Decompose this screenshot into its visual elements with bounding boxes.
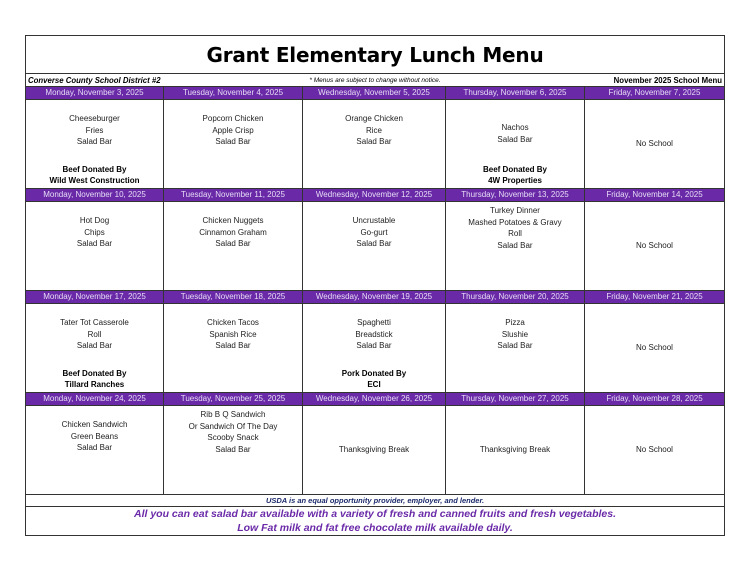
day-header: Monday, November 17, 2025 — [26, 291, 164, 303]
day-header-row — [26, 291, 724, 304]
menu-item: Scooby Snack — [207, 433, 259, 443]
day-header: Tuesday, November 18, 2025 — [164, 291, 303, 303]
menu-cell — [26, 100, 164, 188]
menu-cell — [585, 406, 724, 494]
menu-items — [26, 202, 163, 250]
menu-item: Salad Bar — [497, 341, 533, 351]
menu-item: Hot Dog — [79, 216, 110, 225]
menu-item: Popcorn Chicken — [202, 114, 264, 123]
menu-item: Or Sandwich Of The Day — [188, 421, 278, 431]
menu-cell — [164, 202, 303, 290]
day-header: Monday, November 3, 2025 — [26, 87, 164, 99]
donor-line: Beef Donated By — [62, 164, 127, 174]
lunch-menu-sheet — [25, 35, 725, 536]
day-header: Tuesday, November 4, 2025 — [164, 87, 303, 99]
menu-cell-row — [26, 100, 724, 189]
info-row — [26, 74, 724, 87]
menu-item: Breadstick — [355, 329, 393, 339]
menu-item: No School — [636, 445, 673, 455]
menu-item: Roll — [87, 329, 102, 339]
menu-cell — [26, 202, 164, 290]
menu-item: Orange Chicken — [345, 114, 403, 123]
menu-item: Nachos — [501, 123, 529, 132]
menu-item: Rib B Q Sandwich — [200, 410, 266, 419]
day-header: Monday, November 24, 2025 — [26, 393, 164, 405]
menu-item: Turkey Dinner — [490, 206, 540, 215]
menu-item: Spanish Rice — [209, 329, 257, 339]
menu-item: Uncrustable — [352, 216, 396, 225]
menu-item: Salad Bar — [215, 445, 251, 455]
menu-item: Chicken Nuggets — [202, 216, 264, 225]
menu-item: Green Beans — [70, 431, 119, 441]
menu-item: Mashed Potatoes & Gravy — [468, 217, 562, 227]
menu-item: Cinnamon Graham — [199, 227, 267, 237]
day-header: Friday, November 7, 2025 — [608, 88, 701, 97]
menu-items — [446, 100, 584, 145]
district-name: Converse County School District #2 — [28, 75, 161, 85]
menu-item: Salad Bar — [356, 239, 392, 249]
menu-item: No School — [636, 343, 673, 353]
menu-items — [446, 202, 584, 252]
menu-items — [164, 304, 302, 352]
menu-cell — [303, 304, 446, 392]
menu-item: Cheeseburger — [69, 114, 120, 123]
menu-item: Pizza — [505, 318, 525, 327]
donor-credit — [446, 164, 584, 187]
menu-items — [446, 304, 584, 352]
menu-cell — [303, 406, 446, 494]
menu-item: Salad Bar — [497, 241, 533, 251]
menu-item: No School — [636, 139, 673, 149]
menu-item: Salad Bar — [76, 137, 113, 147]
day-header: Friday, November 21, 2025 — [606, 292, 703, 301]
day-header-row — [26, 87, 724, 100]
menu-items — [164, 202, 302, 250]
menu-items — [26, 406, 163, 454]
day-header: Friday, November 28, 2025 — [606, 394, 703, 403]
menu-cell — [446, 202, 585, 290]
donor-line: Beef Donated By — [62, 368, 127, 378]
menu-items — [26, 304, 163, 352]
menu-items — [303, 444, 445, 456]
day-header: Thursday, November 6, 2025 — [446, 87, 585, 99]
day-header: Thursday, November 20, 2025 — [446, 291, 585, 303]
day-header-row — [26, 393, 724, 406]
menu-item: Chicken Sandwich — [61, 420, 128, 429]
menu-items — [303, 304, 445, 352]
day-header: Wednesday, November 5, 2025 — [303, 87, 446, 99]
page-title: Grant Elementary Lunch Menu — [206, 42, 544, 67]
footer-line-milk: Low Fat milk and fat free chocolate milk available daily. — [237, 522, 513, 534]
menu-item: Apple Crisp — [212, 125, 254, 135]
day-header: Tuesday, November 11, 2025 — [164, 189, 303, 201]
menu-cell — [446, 304, 585, 392]
menu-item: Roll — [508, 229, 522, 239]
day-header-row — [26, 189, 724, 202]
donor-line: ECI — [367, 380, 381, 390]
menu-cell — [585, 100, 724, 188]
menu-items — [303, 202, 445, 250]
menu-item: Slushie — [501, 329, 529, 339]
day-header: Wednesday, November 12, 2025 — [303, 189, 446, 201]
day-header: Wednesday, November 19, 2025 — [303, 291, 446, 303]
menu-cell-row — [26, 304, 724, 393]
menu-item: Salad Bar — [497, 134, 533, 144]
menu-item: Chicken Tacos — [207, 318, 259, 327]
menu-cell — [303, 202, 446, 290]
menu-item: Thanksgiving Break — [338, 445, 410, 455]
change-notice: * Menus are subject to change without notice. — [309, 76, 441, 84]
menu-item: Rice — [365, 125, 382, 135]
menu-item: Thanksgiving Break — [479, 445, 551, 455]
menu-item: Fries — [85, 125, 104, 135]
menu-items — [164, 100, 302, 148]
day-header: Tuesday, November 25, 2025 — [164, 393, 303, 405]
menu-items — [585, 444, 724, 456]
footer-notes — [26, 507, 724, 535]
donor-credit — [303, 368, 445, 391]
menu-item: Chips — [84, 227, 105, 237]
menu-item: Tater Tot Casserole — [60, 318, 129, 327]
donor-line: Wild West Construction — [49, 176, 140, 186]
menu-cell-row — [26, 406, 724, 495]
donor-credit — [26, 368, 163, 391]
menu-item: Salad Bar — [76, 239, 113, 249]
menu-cell — [585, 202, 724, 290]
week-4 — [26, 393, 724, 495]
usda-statement: USDA is an equal opportunity provider, employer, and lender. — [26, 495, 724, 507]
donor-line: Beef Donated By — [482, 164, 547, 174]
footer-line-salad-bar: All you can eat salad bar available with a variety of fresh and canned fruits and fresh vegetables. — [134, 508, 616, 520]
menu-item: Salad Bar — [356, 137, 392, 147]
menu-item: Salad Bar — [215, 137, 251, 147]
menu-item: No School — [636, 241, 673, 251]
title-row — [26, 36, 724, 74]
menu-cell — [585, 304, 724, 392]
donor-line: Tillard Ranches — [64, 380, 125, 390]
menu-item: Salad Bar — [76, 443, 113, 453]
day-header: Thursday, November 27, 2025 — [446, 393, 585, 405]
menu-items — [585, 342, 724, 354]
menu-item: Go-gurt — [360, 227, 388, 237]
menu-item: Salad Bar — [76, 341, 113, 351]
month-label: November 2025 School Menu — [613, 75, 722, 85]
menu-item: Salad Bar — [215, 239, 251, 249]
menu-cell — [164, 304, 303, 392]
menu-cell — [26, 304, 164, 392]
week-2 — [26, 189, 724, 291]
menu-cell — [446, 100, 585, 188]
menu-items — [303, 100, 445, 148]
menu-cell-row — [26, 202, 724, 291]
menu-items — [585, 240, 724, 252]
donor-credit — [26, 164, 163, 187]
menu-items — [446, 444, 584, 456]
menu-item: Spaghetti — [357, 318, 391, 327]
week-1 — [26, 87, 724, 189]
menu-items — [585, 138, 724, 150]
week-3 — [26, 291, 724, 393]
menu-cell — [26, 406, 164, 494]
day-header: Monday, November 10, 2025 — [26, 189, 164, 201]
menu-items — [26, 100, 163, 148]
donor-line: Pork Donated By — [341, 368, 407, 378]
menu-cell — [164, 100, 303, 188]
donor-line: 4W Properties — [488, 176, 542, 186]
day-header: Wednesday, November 26, 2025 — [303, 393, 446, 405]
weeks-container — [26, 87, 724, 495]
menu-cell — [164, 406, 303, 494]
day-header: Thursday, November 13, 2025 — [446, 189, 585, 201]
menu-cell — [303, 100, 446, 188]
menu-cell — [446, 406, 585, 494]
day-header: Friday, November 14, 2025 — [606, 190, 703, 199]
menu-item: Salad Bar — [215, 341, 251, 351]
menu-items — [164, 406, 302, 456]
menu-item: Salad Bar — [356, 341, 392, 351]
